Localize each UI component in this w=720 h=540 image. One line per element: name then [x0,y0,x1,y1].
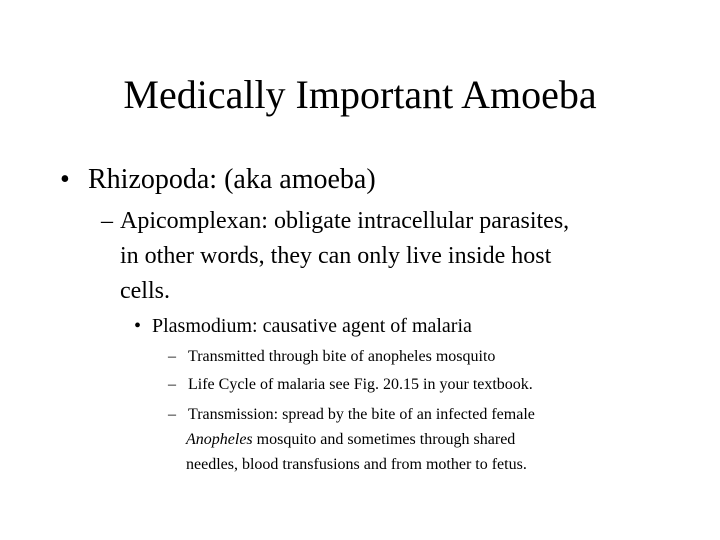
slide-title: Medically Important Amoeba [123,72,597,117]
level4-item-3-line-2-rest: mosquito and sometimes through shared [252,431,516,448]
level4-item-1: Transmitted through bite of anopheles mosquito [188,348,496,365]
level4-item-3-line-2 [186,428,515,452]
level4-item-2: Life Cycle of malaria see Fig. 20.15 in your textbook. [188,376,533,393]
dash-icon: – [168,406,176,423]
dash-icon: – [168,376,176,393]
dash-icon: – [101,208,113,234]
level2-text-line-1: Apicomplexan: obligate intracellular parasites, [120,208,570,234]
dash-icon: – [168,348,176,365]
level4-item-3-line-3: needles, blood transfusions and from mother to fetus. [186,456,527,473]
bullet-icon: • [60,164,70,195]
level3-bullet-text: Plasmodium: causative agent of malaria [152,315,472,337]
bullet-icon: • [134,315,142,337]
level4-item-3-line-1: Transmission: spread by the bite of an infected female [188,406,535,423]
level2-text-line-3: cells. [120,278,170,304]
level2-text-line-2: in other words, they can only live inside host [120,243,552,269]
species-name: Anopheles [186,431,253,448]
level1-bullet-text: Rhizopoda: (aka amoeba) [88,164,376,195]
